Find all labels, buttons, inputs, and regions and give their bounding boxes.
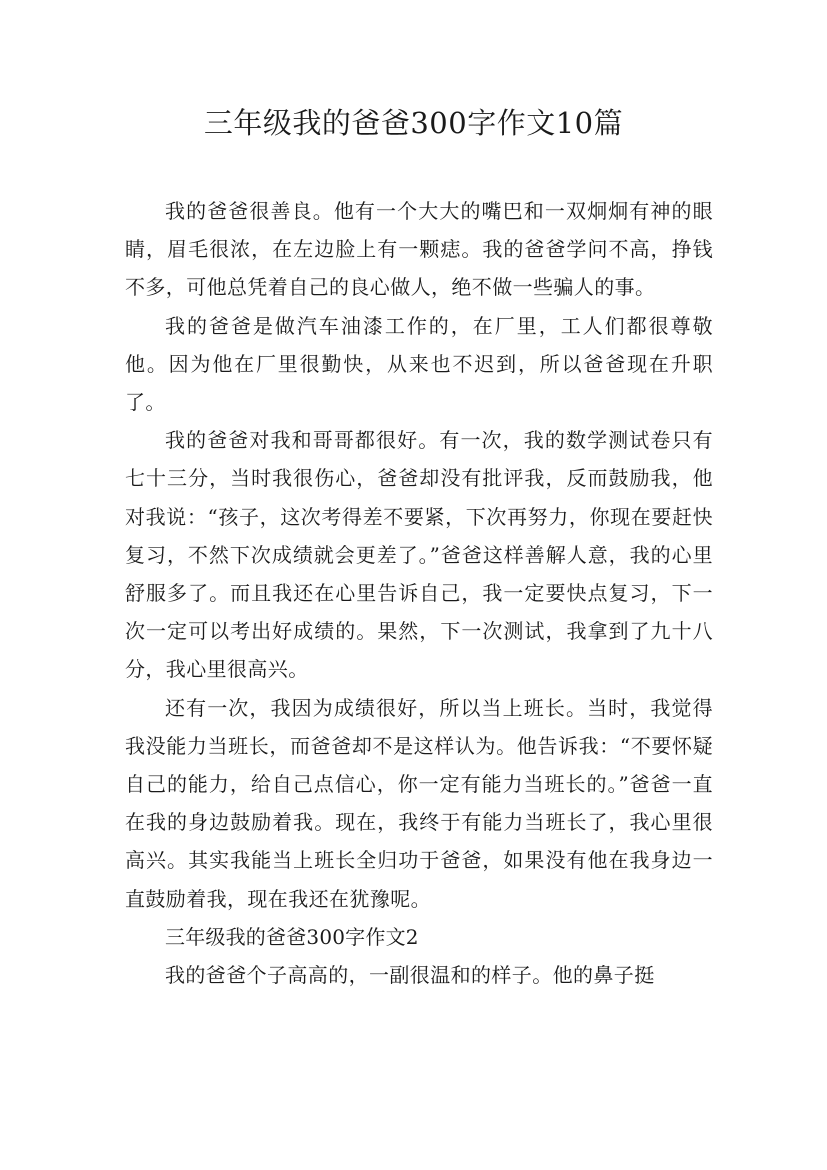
paragraph-4: 还有一次，我因为成绩很好，所以当上班长。当时，我觉得我没能力当班长，而爸爸却不是这样认为。他告诉我：“不要怀疑自己的能力，给自己点信心，你一定有能力当班长的。”爸爸一直在我的身边鼓励着我。现在，我终于有能力当班长了，我心里很高兴。其实我能当上班长全归功于爸爸，如果没有他在我身边一直鼓励着我，现在我还在犹豫呢。: [125, 695, 713, 911]
paragraph-5: 我的爸爸个子高高的，一副很温和的样子。他的鼻子挺: [165, 963, 655, 988]
paragraph-3: 我的爸爸对我和哥哥都很好。有一次，我的数学测试卷只有七十三分，当时我很伤心，爸爸却没有批评我，反而鼓励我，他对我说：“孩子，这次考得差不要紧，下次再努力，你现在要赶快复习，不然下次成绩就会更差了。”爸爸这样善解人意，我的心里舒服多了。而且我还在心里告诉自己，我一定要快点复习，下一次一定可以考出好成绩的。果然，下一次测试，我拿到了九十八分，我心里很高兴。: [125, 428, 713, 682]
document-body: [125, 192, 713, 994]
section-heading: 三年级我的爸爸300字作文2: [165, 924, 419, 949]
paragraph-1: 我的爸爸很善良。他有一个大大的嘴巴和一双炯炯有神的眼睛，眉毛很浓，在左边脸上有一颗痣。我的爸爸学问不高，挣钱不多，可他总凭着自己的良心做人，绝不做一些骗人的事。: [125, 199, 713, 300]
paragraph-2: 我的爸爸是做汽车油漆工作的，在厂里，工人们都很尊敬他。因为他在厂里很勤快，从来也不迟到，所以爸爸现在升职了。: [125, 313, 713, 415]
document-title: 三年级我的爸爸300字作文10篇: [203, 106, 624, 140]
